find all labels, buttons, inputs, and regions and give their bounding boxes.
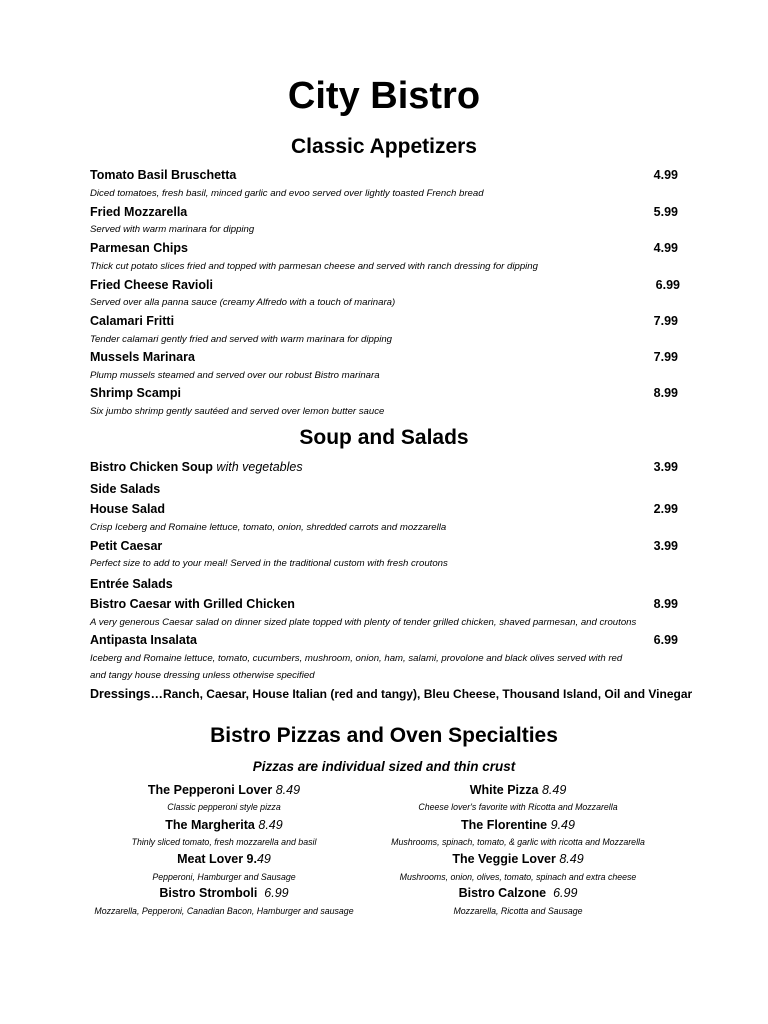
pizza-name: Meat Lover 9.49 (177, 852, 271, 866)
item-name: Shrimp Scampi (90, 386, 181, 400)
item-description: Plump mussels steamed and served over our robust Bistro marinara (90, 370, 380, 381)
item-name: Fried Cheese Ravioli (90, 278, 213, 292)
item-description: and tangy house dressing unless otherwise specified (90, 670, 315, 681)
pizza-price: 49 (256, 852, 271, 866)
item-name: Fried Mozzarella (90, 205, 188, 219)
item-price: 2.99 (653, 502, 678, 516)
item-price: 7.99 (653, 314, 678, 328)
item-price: 6.99 (653, 633, 678, 647)
pizza-price: 8.49 (258, 818, 283, 832)
item-price: 4.99 (653, 168, 678, 182)
item-name: House Salad (90, 502, 166, 516)
item-description: Iceberg and Romaine lettuce, tomato, cucumbers, mushroom, onion, ham, salami, provolone and black olives served with red (90, 653, 623, 664)
dressings-label: Dressings… (90, 687, 163, 701)
item-name: Antipasta Insalata (90, 633, 197, 647)
menu-item (90, 632, 678, 648)
item-description: Served over alla panna sauce (creamy Alfredo with a touch of marinara) (90, 297, 396, 308)
item-price: 3.99 (653, 539, 678, 553)
appetizers-heading: Classic Appetizers (291, 135, 477, 158)
item-description: A very generous Caesar salad on dinner sized plate topped with plenty of tender grilled chicken, shaved parmesan, and croutons (90, 617, 637, 628)
pizza-name: Bistro Calzone 6.99 (458, 886, 578, 900)
pizza-description: Thinly sliced tomato, fresh mozzarella and basil (131, 837, 317, 847)
item-name: Bistro Chicken Soup (90, 460, 213, 474)
pizza-description: Mozzarella, Ricotta and Sausage (453, 906, 583, 916)
menu-title: City Bistro (287, 75, 481, 117)
item-description: Perfect size to add to your meal! Served in the traditional custom with fresh croutons (90, 558, 448, 569)
soups-heading: Soup and Salads (299, 426, 469, 449)
item-name: Parmesan Chips (90, 241, 188, 255)
pizza-description: Classic pepperoni style pizza (167, 802, 281, 812)
menu-item (90, 596, 678, 612)
pizza-description: Cheese lover's favorite with Ricotta and Mozzarella (418, 802, 618, 812)
item-price: 7.99 (653, 350, 678, 364)
menu-item (90, 349, 678, 365)
entree-salads-heading: Entrée Salads (90, 577, 173, 591)
item-name: Petit Caesar (90, 539, 163, 553)
item-description: Crisp Iceberg and Romaine lettuce, tomato, onion, shredded carrots and mozzarella (90, 522, 447, 533)
pizza-description: Pepperoni, Hamburger and Sausage (152, 872, 296, 882)
pizza-price: 8.49 (275, 783, 301, 797)
pizza-price: 8.49 (559, 852, 584, 866)
pizza-name: Bistro Stromboli 6.99 (159, 886, 289, 900)
pizza-name: The Pepperoni Lover 8.49 (147, 783, 301, 797)
item-name: Calamari Fritti (90, 314, 175, 328)
pizza-description: Mushrooms, onion, olives, tomato, spinach and extra cheese (399, 872, 637, 882)
pizza-description: Mushrooms, spinach, tomato, & garlic with ricotta and Mozzarella (391, 837, 645, 847)
pizzas-heading: Bistro Pizzas and Oven Specialties (210, 724, 558, 747)
menu-item (90, 277, 678, 293)
menu-item (90, 538, 678, 554)
item-note: with vegetables (216, 460, 303, 474)
item-price: 5.99 (653, 205, 678, 219)
item-description: Served with warm marinara for dipping (90, 224, 255, 235)
menu-item (90, 167, 678, 183)
item-description: Six jumbo shrimp gently sautéed and served over lemon butter sauce (90, 406, 385, 417)
pizza-name: The Florentine 9.49 (461, 818, 575, 832)
pizza-price: 6.99 (264, 886, 289, 900)
pizza-name: White Pizza 8.49 (469, 783, 567, 797)
item-description: Thick cut potato slices fried and topped with parmesan cheese and served with ranch dressing for dipping (90, 261, 538, 272)
pizzas-subheading: Pizzas are individual sized and thin crust (252, 759, 516, 774)
menu-item (90, 385, 678, 401)
menu-item (90, 501, 678, 517)
side-salads-heading: Side Salads (90, 482, 161, 496)
pizza-price: 9.49 (550, 818, 575, 832)
menu-item (90, 240, 678, 256)
item-price: 8.99 (653, 597, 678, 611)
item-description: Tender calamari gently fried and served with warm marinara for dipping (90, 334, 392, 345)
pizza-description: Mozzarella, Pepperoni, Canadian Bacon, Hamburger and sausage (94, 906, 354, 916)
item-price: 6.99 (655, 278, 680, 292)
item-name: Tomato Basil Bruschetta (90, 168, 237, 182)
item-name: Bistro Caesar with Grilled Chicken (90, 597, 295, 611)
pizza-name: The Veggie Lover 8.49 (452, 852, 584, 866)
pizza-price: 8.49 (541, 783, 567, 797)
item-name: Mussels Marinara (90, 350, 195, 364)
menu-item (90, 459, 678, 475)
item-price: 4.99 (653, 241, 678, 255)
pizza-name: The Margherita 8.49 (165, 818, 283, 832)
menu-item (90, 204, 678, 220)
item-description: Diced tomatoes, fresh basil, minced garlic and evoo served over lightly toasted French bread (90, 188, 484, 199)
dressings-line (90, 686, 693, 702)
item-price: 3.99 (653, 460, 678, 474)
item-price: 8.99 (653, 386, 678, 400)
dressings-list: Ranch, Caesar, House Italian (red and tangy), Bleu Cheese, Thousand Island, Oil and Vinegar (162, 687, 693, 701)
menu-item (90, 313, 678, 329)
pizza-price: 6.99 (553, 886, 578, 900)
